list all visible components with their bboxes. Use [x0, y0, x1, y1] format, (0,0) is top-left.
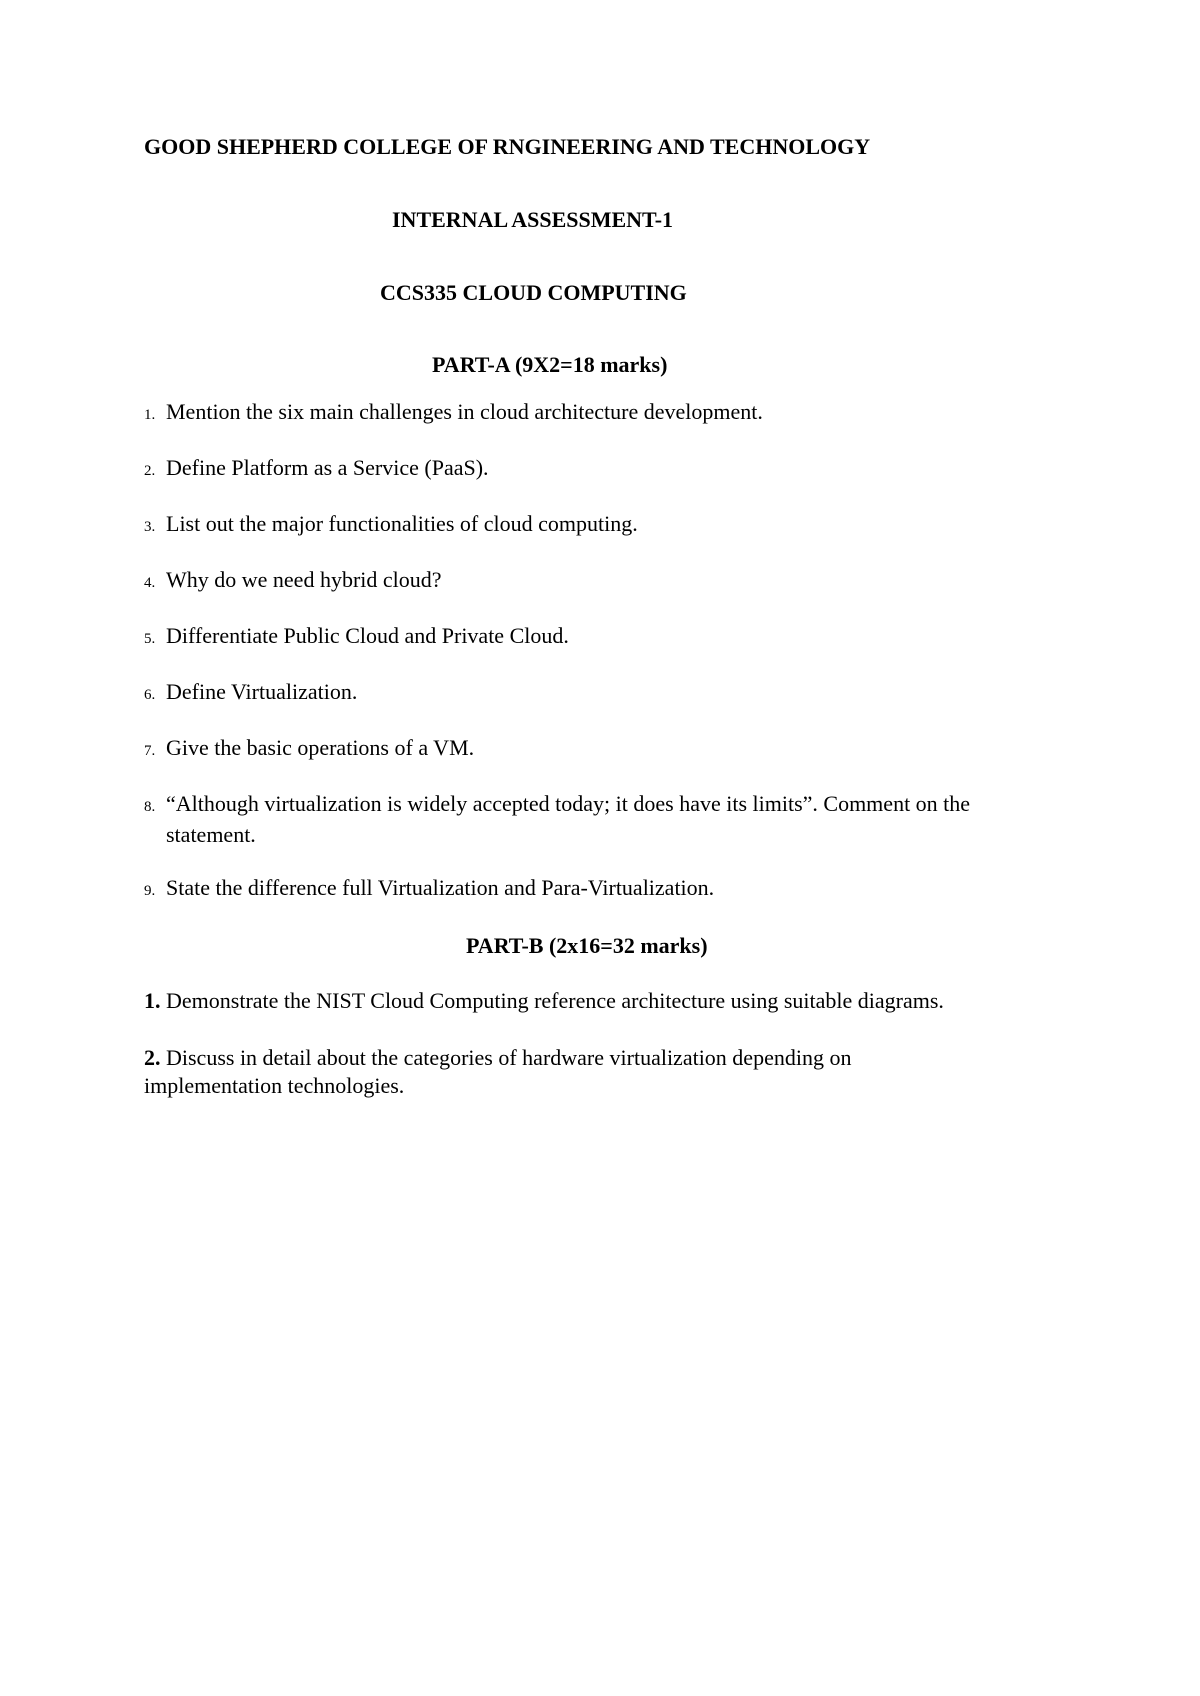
question-number: 6. — [144, 687, 156, 703]
part-a-question — [144, 622, 1074, 653]
question-number: 1. — [144, 407, 156, 423]
part-a-question — [144, 678, 1074, 709]
question-text: List out the major functionalities of cloud computing. — [166, 511, 638, 536]
question-text-continued: statement. — [166, 822, 256, 847]
part-a-question — [144, 874, 1074, 905]
question-text-continued: implementation technologies. — [144, 1073, 405, 1098]
question-number: 2. — [144, 1045, 161, 1070]
part-a-question — [144, 454, 1074, 485]
part-a-question — [144, 790, 1074, 849]
question-number: 3. — [144, 519, 156, 535]
question-number: 7. — [144, 743, 156, 759]
part-a-question — [144, 734, 1074, 765]
question-number: 2. — [144, 463, 156, 479]
question-number: 9. — [144, 883, 156, 899]
question-number: 4. — [144, 575, 156, 591]
part-b-question — [144, 1044, 1074, 1100]
question-text: Define Platform as a Service (PaaS). — [166, 455, 489, 480]
question-text: Give the basic operations of a VM. — [166, 735, 475, 760]
question-text: Differentiate Public Cloud and Private Cloud. — [166, 623, 569, 648]
question-number: 8. — [144, 799, 156, 815]
college-name: GOOD SHEPHERD COLLEGE OF RNGINEERING AND TECHNOLOGY — [144, 134, 871, 159]
part-b-question — [144, 987, 1074, 1015]
question-text: Discuss in detail about the categories of hardware virtualization depending on — [166, 1045, 852, 1070]
part-a-question — [144, 398, 1074, 429]
question-text: State the difference full Virtualization and Para-Virtualization. — [166, 875, 715, 900]
question-number: 1. — [144, 988, 161, 1013]
part-a-question — [144, 510, 1074, 541]
course-title: CCS335 CLOUD COMPUTING — [380, 280, 687, 305]
part-a-question — [144, 566, 1074, 597]
question-text: Mention the six main challenges in cloud architecture development. — [166, 399, 763, 424]
question-number: 5. — [144, 631, 156, 647]
part-b-title: PART-B (2x16=32 marks) — [466, 933, 708, 958]
exam-title: INTERNAL ASSESSMENT-1 — [392, 207, 674, 232]
question-text: Define Virtualization. — [166, 679, 358, 704]
question-text: “Although virtualization is widely accepted today; it does have its limits”. Comment on the — [166, 791, 971, 816]
question-text: Demonstrate the NIST Cloud Computing reference architecture using suitable diagrams. — [166, 988, 944, 1013]
part-a-title: PART-A (9X2=18 marks) — [432, 352, 668, 377]
question-text: Why do we need hybrid cloud? — [166, 567, 442, 592]
